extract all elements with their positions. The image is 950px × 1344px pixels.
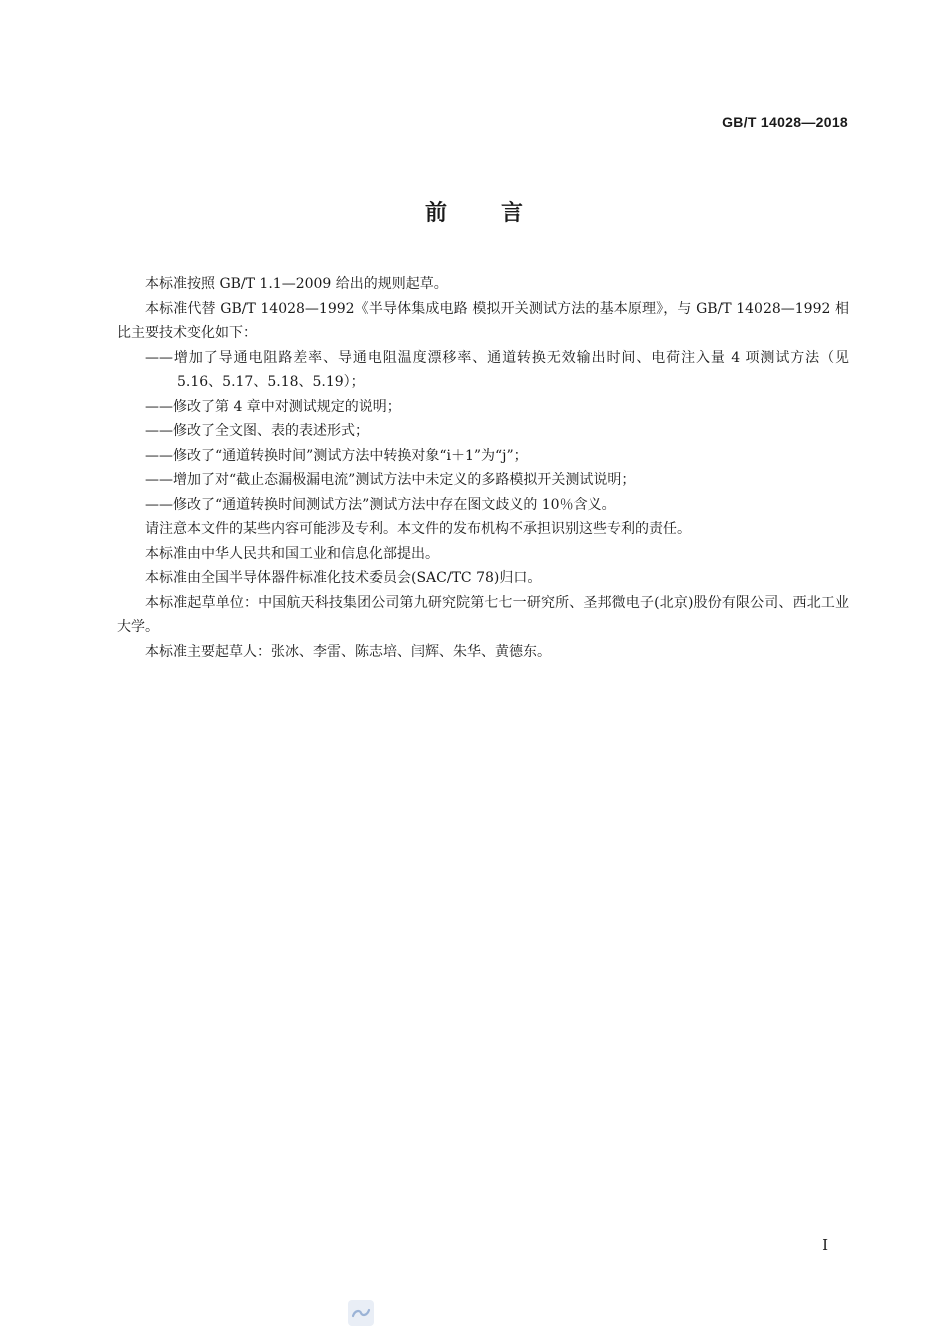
sac-logo-icon <box>348 1300 374 1326</box>
title-char-left: 前 <box>424 201 449 226</box>
paragraph-proposer: 本标准由中华人民共和国工业和信息化部提出。 <box>145 545 439 562</box>
standard-code: GB/T 14028—2018 <box>722 114 848 130</box>
paragraph-patent-notice: 请注意本文件的某些内容可能涉及专利。本文件的发布机构不承担识别这些专利的责任。 <box>145 521 691 537</box>
change-item: ——修改了全文图、表的表述形式； <box>145 423 369 439</box>
change-item: ——修改了“通道转换时间”测试方法中转换对象“i＋1”为“j”； <box>145 447 528 464</box>
change-item: ——增加了导通电阻路差率、导通电阻温度漂移率、通道转换无效输出时间、电荷注入量 4 项测试方法（见 5.16、5.17、5.18、5.19）； <box>145 349 849 390</box>
foreword-body <box>117 272 849 664</box>
page-number: I <box>822 1236 828 1254</box>
change-item: ——增加了对“截止态漏极漏电流”测试方法中未定义的多路模拟开关测试说明； <box>145 472 636 488</box>
change-item: ——修改了“通道转换时间测试方法”测试方法中存在图文歧义的 10％含义。 <box>145 496 616 513</box>
page-title <box>0 196 950 227</box>
paragraph-administrator: 本标准由全国半导体器件标准化技术委员会(SAC/TC 78)归口。 <box>145 570 542 586</box>
paragraph-replacement: 本标准代替 GB/T 14028—1992《半导体集成电路 模拟开关测试方法的基本原理》，与 GB/T 14028—1992 相比主要技术变化如下： <box>117 300 849 341</box>
title-char-right: 言 <box>501 201 526 226</box>
paragraph-drafting-rules: 本标准按照 GB/T 1.1—2009 给出的规则起草。 <box>145 276 448 292</box>
paragraph-drafters: 本标准主要起草人：张冰、李雷、陈志培、闫辉、朱华、黄德东。 <box>145 643 551 660</box>
change-item: ——修改了第 4 章中对测试规定的说明； <box>145 398 401 415</box>
paragraph-drafting-units: 本标准起草单位：中国航天科技集团公司第九研究院第七七一研究所、圣邦微电子(北京)股份有限公司、西北工业大学。 <box>117 594 849 635</box>
